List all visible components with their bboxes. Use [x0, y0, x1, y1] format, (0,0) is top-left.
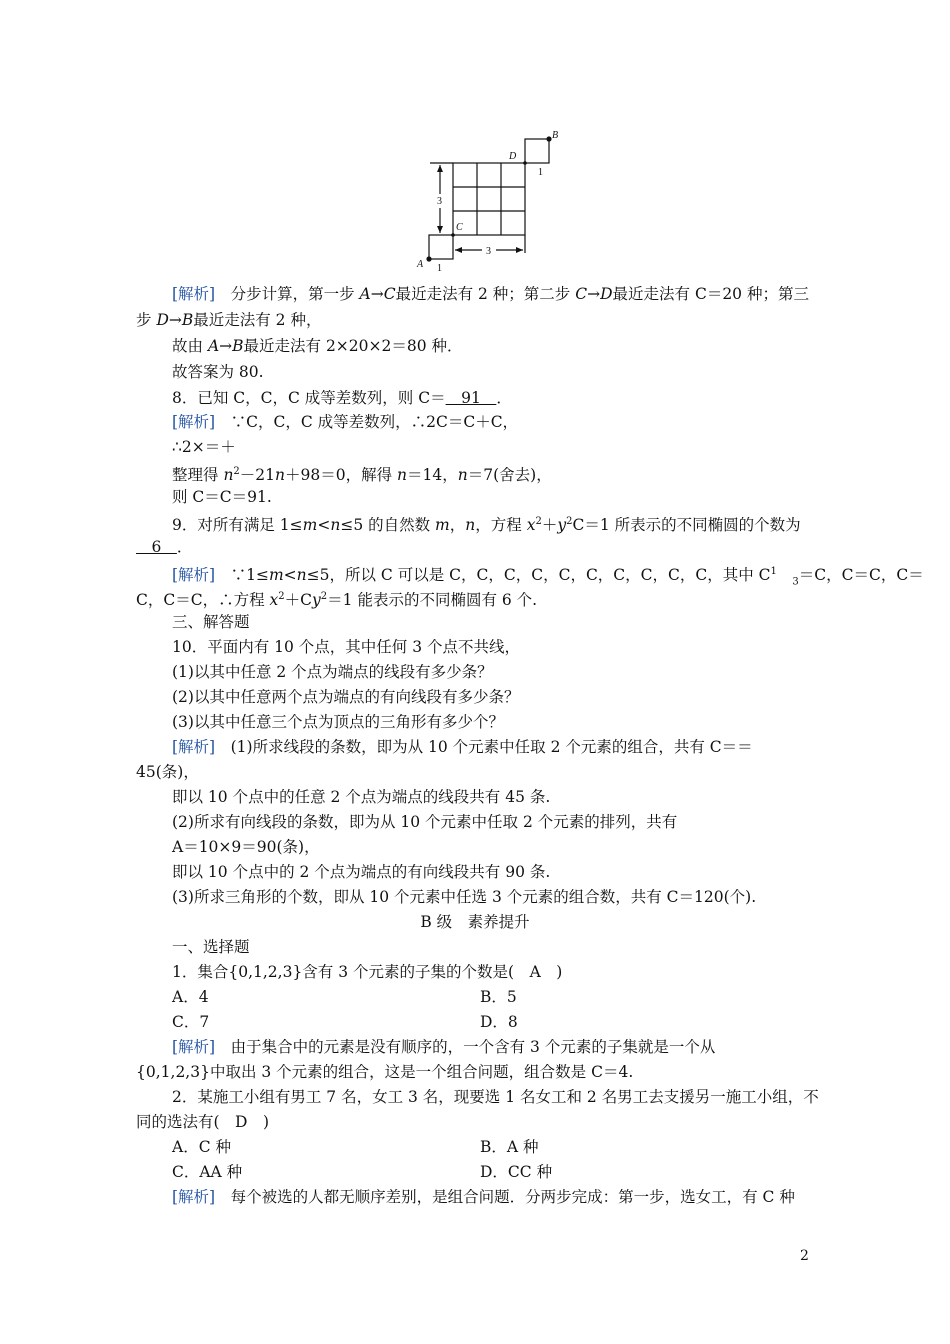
text: m — [268, 566, 284, 585]
point-b-label: B — [552, 130, 559, 141]
text: C＝1 所表示的不同椭圆的个数为 — [572, 516, 801, 535]
dim-small-top-label: 1 — [538, 167, 543, 178]
b1-option-b: B．5 — [480, 988, 517, 1006]
text: 每个被选的人都无顺序差别，是组合问题．分两步完成：第一步，选女工，有 C 种 — [215, 1188, 795, 1206]
text: 3 — [792, 576, 799, 588]
q7-analysis-line-1 — [172, 284, 809, 304]
b1-option-d: D．8 — [480, 1013, 518, 1031]
grid-path-figure — [410, 128, 570, 276]
q10-analysis-line-1 — [172, 737, 753, 757]
q8-analysis-line-2: ∴2×＝＋ — [172, 438, 236, 456]
text: ＝C，C＝C，C＝ — [798, 566, 924, 585]
text: 2 — [278, 591, 285, 602]
text — [777, 566, 793, 584]
text: ． — [176, 538, 193, 556]
text: C，C＝C，∴方程 — [136, 591, 270, 610]
text: 2 — [233, 466, 240, 477]
text: ∵C，C，C 成等差数列，∴2C＝C＋C， — [215, 413, 519, 431]
analysis-tag: [解析] — [172, 566, 216, 585]
page-number: 2 — [800, 1248, 809, 1264]
q10-analysis-line-2: 45(条)， — [136, 763, 199, 781]
text: ， — [449, 516, 466, 535]
q9-stem-line-1 — [172, 512, 801, 535]
q7-analysis-line-2 — [136, 310, 321, 330]
q8-analysis-line-3 — [172, 462, 552, 485]
analysis-tag: [解析] — [172, 738, 216, 756]
level-b-heading: B 级 素养提升 — [420, 913, 530, 931]
q10-part-2: (2)以其中任意两个点为端点的有向线段有多少条？ — [172, 688, 520, 706]
text: ＋C — [284, 591, 313, 610]
text: < — [317, 516, 331, 535]
q10-part-3: (3)以其中任意三个点为顶点的三角形有多少个？ — [172, 713, 504, 731]
text: 9．对所有满足 1≤ — [172, 516, 303, 535]
q10-analysis-line-4: (2)所求有向线段的条数，即为从 10 个元素中任取 2 个元素的排列，共有 — [172, 813, 678, 831]
section-heading-1: 一、选择题 — [172, 938, 250, 956]
q7-analysis-line-4: 故答案为 80. — [172, 363, 264, 381]
text: －21 — [239, 466, 276, 485]
text: 最近走法有 2 种；第二步 — [395, 285, 576, 303]
text: 最近走法有 2×20×2＝80 种． — [243, 337, 463, 355]
section-heading-3: 三、解答题 — [172, 613, 250, 631]
q9-answer: 6 — [136, 538, 177, 556]
text: n — [457, 466, 468, 485]
b1-option-c: C．7 — [172, 1013, 210, 1031]
text: ，方程 — [475, 516, 527, 535]
dim-bottom-label: 3 — [486, 246, 491, 257]
text: ＝1 能表示的不同椭圆有 6 个. — [327, 591, 538, 610]
q10-stem: 10．平面内有 10 个点，其中任何 3 个点不共线， — [172, 638, 521, 656]
q9-stem-line-2 — [136, 537, 192, 557]
text: n — [330, 516, 341, 535]
text: ＝14， — [407, 466, 458, 485]
text: ． — [496, 389, 512, 407]
text: n — [296, 566, 307, 585]
text: 由于集合中的元素是没有顺序的，一个含有 3 个元素的子集就是一个从 — [215, 1038, 716, 1056]
text: A→C — [359, 285, 396, 303]
text: ＋98＝0，解得 — [285, 466, 398, 485]
q10-analysis-line-7: (3)所求三角形的个数，即从 10 个元素中任选 3 个元素的组合数，共有 C＝120(个). — [172, 888, 757, 906]
text: x — [526, 516, 536, 535]
text: n — [397, 466, 408, 485]
text: 2 — [566, 516, 573, 527]
text: n — [275, 466, 286, 485]
text: 2 — [320, 591, 328, 602]
text: 最近走法有 C＝20 种；第三 — [612, 285, 809, 303]
q8-answer: 91 — [445, 389, 497, 407]
b2-option-b: B．A 种 — [480, 1138, 539, 1156]
q8-analysis-line-4: 则 C＝C＝91. — [172, 488, 272, 506]
analysis-tag: [解析] — [172, 413, 216, 431]
q8-analysis-line-1 — [172, 412, 518, 432]
b1-stem: 1．集合{0,1,2,3}含有 3 个元素的子集的个数是( A ) — [172, 963, 563, 981]
text: 故由 — [172, 337, 208, 355]
b2-analysis-line-1 — [172, 1187, 795, 1207]
b2-stem-line-2: 同的选法有( D ) — [136, 1113, 270, 1131]
b1-option-a: A．4 — [172, 988, 209, 1006]
text: ＝7(舍去)， — [467, 466, 552, 485]
q9-analysis-line-2 — [136, 587, 537, 610]
text: 2 — [535, 516, 542, 527]
text: ∵1≤ — [215, 566, 269, 585]
text: ≤5 的自然数 — [340, 516, 436, 535]
analysis-tag: [解析] — [172, 1188, 216, 1206]
text: ≤5，所以 C 可以是 C，C，C，C，C，C，C，C，C，C，其中 C — [306, 566, 771, 585]
analysis-tag: [解析] — [172, 285, 216, 303]
text: A→B — [207, 337, 244, 355]
text: 分步计算，第一步 — [215, 285, 360, 303]
text: 8．已知 C，C，C 成等差数列，则 C＝ — [172, 389, 446, 407]
text: n — [465, 516, 476, 535]
text: 1 — [770, 566, 777, 577]
b2-option-a: A．C 种 — [172, 1138, 231, 1156]
dim-left-label: 3 — [437, 196, 442, 207]
q10-analysis-line-5: A＝10×9＝90(条)， — [172, 838, 320, 856]
text: y — [557, 516, 567, 535]
text: 最近走法有 2 种， — [193, 311, 322, 329]
text: m — [435, 516, 450, 535]
analysis-tag: [解析] — [172, 1038, 216, 1056]
b1-analysis-line-2: {0,1,2,3}中取出 3 个元素的组合，这是一个组合问题，组合数是 C＝4. — [136, 1063, 634, 1081]
q10-analysis-line-6: 即以 10 个点中的 2 个点为端点的有向线段共有 90 条. — [172, 863, 551, 881]
dim-small-bottom-label: 1 — [437, 263, 442, 274]
text: n — [223, 466, 234, 485]
text: ＋ — [541, 516, 558, 535]
text: C→D — [575, 285, 613, 303]
q8-stem — [172, 388, 512, 408]
text: D→B — [156, 311, 194, 329]
b2-option-c: C．AA 种 — [172, 1163, 243, 1181]
b2-option-d: D．CC 种 — [480, 1163, 553, 1181]
q10-part-1: (1)以其中任意 2 个点为端点的线段有多少条？ — [172, 663, 493, 681]
text: 步 — [136, 311, 157, 329]
q7-analysis-line-3 — [172, 336, 463, 356]
text: (1)所求线段的条数，即为从 10 个元素中任取 2 个元素的组合，共有 C＝＝ — [215, 738, 753, 756]
b2-stem-line-1: 2．某施工小组有男工 7 名，女工 3 名，现要选 1 名女工和 2 名男工去支援另一施工小组，不 — [172, 1088, 819, 1106]
text: y — [312, 591, 321, 610]
point-a-label: A — [417, 259, 424, 270]
q10-analysis-line-3: 即以 10 个点中的任意 2 个点为端点的线段共有 45 条. — [172, 788, 551, 806]
b1-analysis-line-1 — [172, 1037, 715, 1057]
text: x — [269, 591, 279, 610]
text: < — [283, 566, 297, 585]
text: m — [302, 516, 318, 535]
point-c-label: C — [456, 222, 463, 233]
point-d-label: D — [509, 151, 517, 162]
text: 整理得 — [172, 466, 224, 485]
